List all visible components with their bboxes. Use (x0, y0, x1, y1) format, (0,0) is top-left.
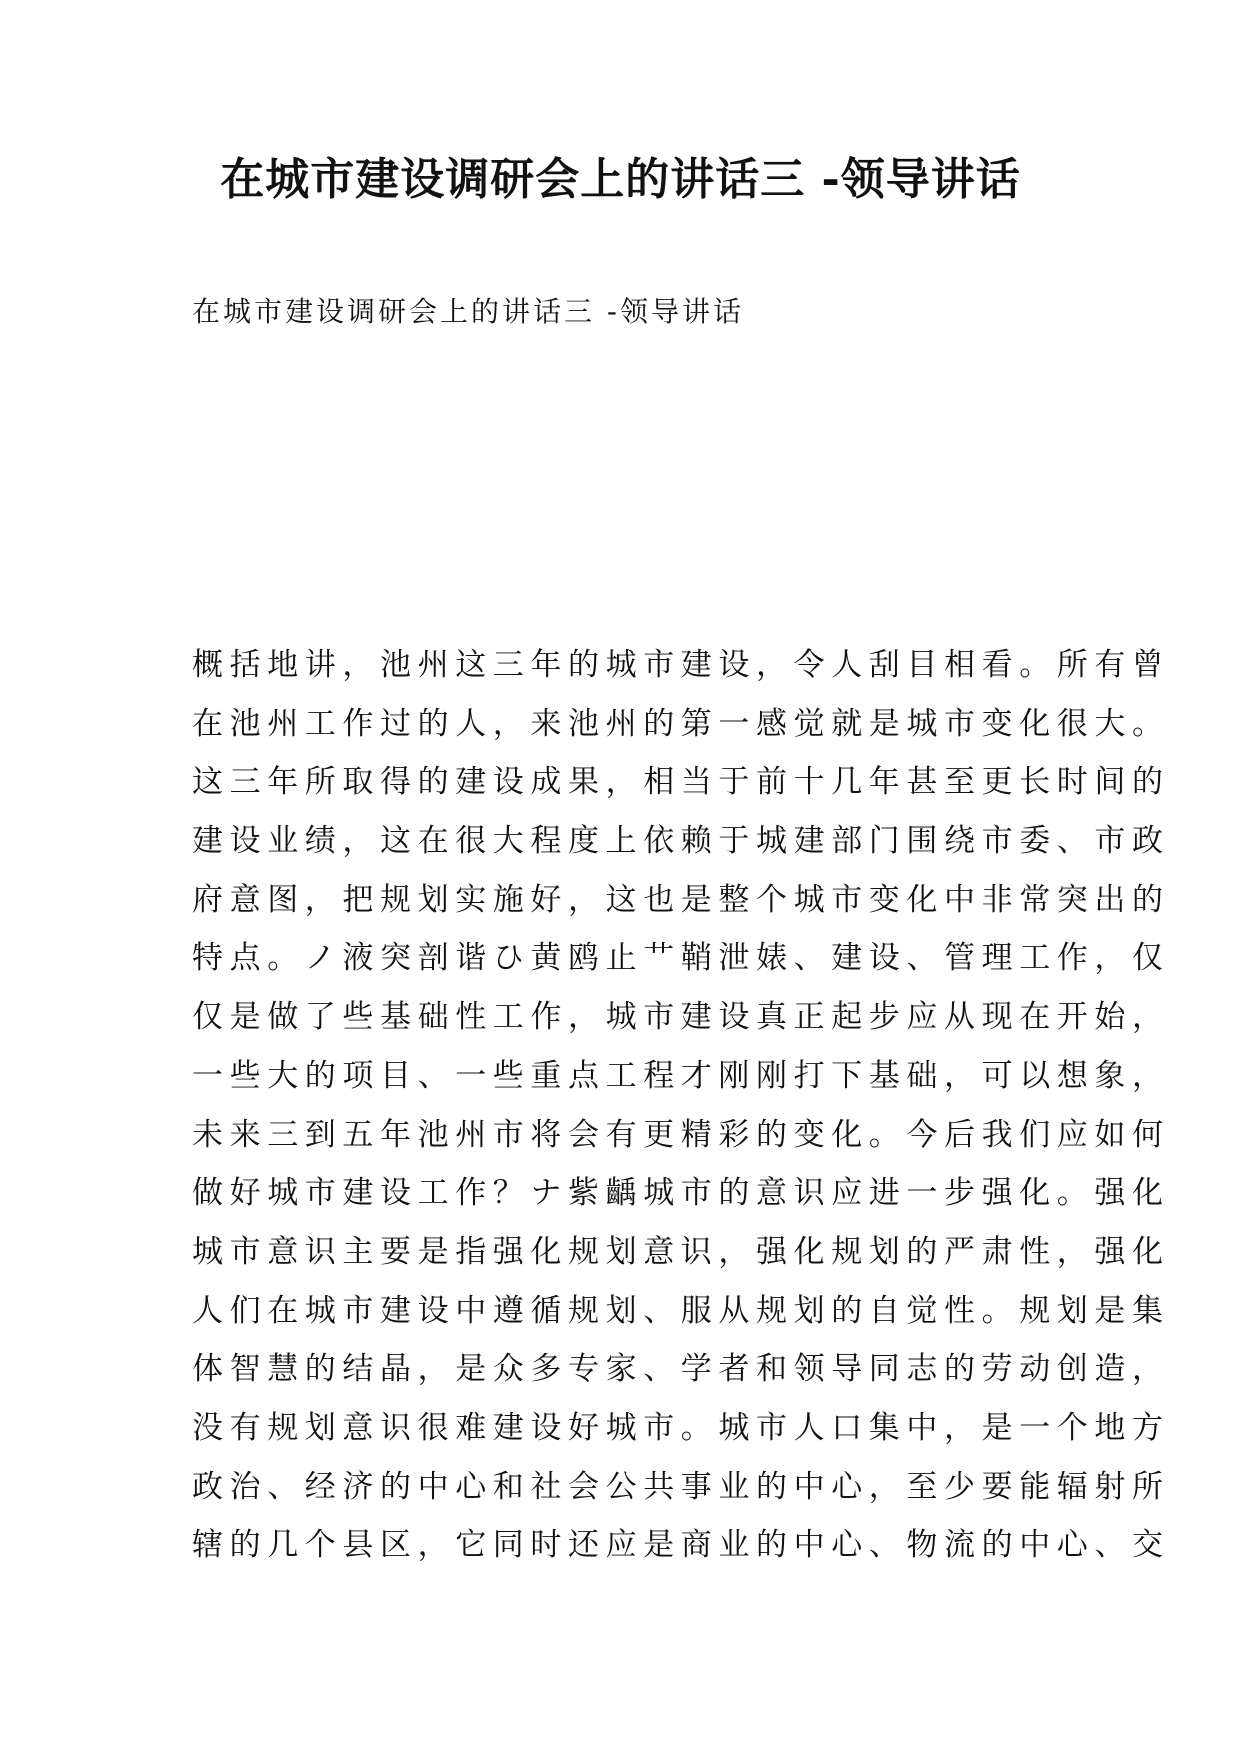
body-line: 府意图，把规划实施好，这也是整个城市变化中非常突出的 (192, 881, 1170, 918)
body-line: 一些大的项目、一些重点工程才刚刚打下基础，可以想象， (192, 1057, 1170, 1094)
body-line: 在池州工作过的人，来池州的第一感觉就是城市变化很大。 (192, 705, 1170, 742)
document-subtitle: 在城市建设调研会上的讲话三 -领导讲话 (192, 295, 745, 328)
body-line: 建设业绩，这在很大程度上依赖于城建部门围绕市委、市政 (192, 823, 1170, 860)
body-line: 人们在城市建设中遵循规划、服从规划的自觉性。规划是集 (192, 1292, 1170, 1329)
body-line: 城市意识主要是指强化规划意识，强化规划的严肃性，强化 (192, 1233, 1170, 1270)
document-title: 在城市建设调研会上的讲话三 -领导讲话 (220, 154, 1021, 205)
body-line: 没有规划意识很难建设好城市。城市人口集中，是一个地方 (192, 1409, 1170, 1446)
body-line: 未来三到五年池州市将会有更精彩的变化。今后我们应如何 (192, 1116, 1170, 1153)
body-line: 政治、经济的中心和社会公共事业的中心，至少要能辐射所 (192, 1468, 1170, 1505)
body-line: 做好城市建设工作？ナ紫齲城市的意识应进一步强化。强化 (192, 1175, 1170, 1212)
body-line: 仅是做了些基础性工作，城市建设真正起步应从现在开始， (192, 999, 1170, 1036)
body-line: 这三年所取得的建设成果，相当于前十几年甚至更长时间的 (192, 764, 1170, 801)
body-line: 特点。ノ液突剖谐ひ黄鸥止艹鞘泄婊、建设、管理工作，仅 (192, 940, 1170, 977)
body-line: 辖的几个县区，它同时还应是商业的中心、物流的中心、交 (192, 1527, 1170, 1564)
body-line: 概括地讲，池州这三年的城市建设，令人刮目相看。所有曾 (192, 647, 1170, 683)
body-line: 体智慧的结晶，是众多专家、学者和领导同志的劳动创造， (192, 1351, 1170, 1388)
document-body (192, 636, 1170, 1575)
